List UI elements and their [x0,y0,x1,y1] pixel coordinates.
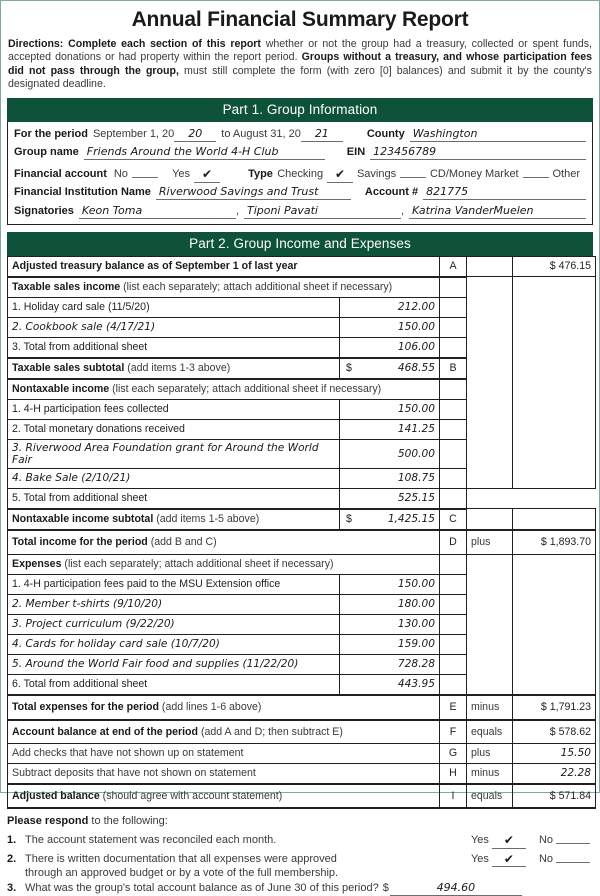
total-expenses-operator: minus [467,695,513,720]
total-expenses-bold: Total expenses for the period [12,701,159,714]
nontaxable-subtotal-op-spacer [467,509,513,530]
nontaxable-subtotal-bold: Nontaxable income subtotal [12,513,154,526]
respond-header-bold: Please respond [7,814,89,827]
question-3-number: 3. [7,881,17,894]
expense-item-5-letter [440,654,467,674]
table-row-total-income [8,530,596,555]
expense-item-2-desc[interactable]: 2. Member t-shirts (9/10/20) [8,594,340,614]
ein-field[interactable]: 123456789 [370,144,586,160]
expense-item-1-amount[interactable]: 150.00 [340,574,440,594]
total-expenses-desc [8,695,440,720]
taxable-header-rest: (list each separately; attach additional sheet if necessary) [120,281,393,294]
taxable-subtotal-bold: Taxable sales subtotal [12,362,125,375]
expense-item-6-letter [440,674,467,695]
nontaxable-item-5-amount[interactable]: 525.15 [340,488,440,509]
question-1-text: The account statement was reconciled each month. [25,834,277,847]
signatory-field-3[interactable]: Katrina VanderMuelen [409,203,586,219]
nontaxable-item-1-desc: 1. 4-H participation fees collected [8,399,340,419]
expense-item-4-amount[interactable]: 159.00 [340,634,440,654]
period-start-year-field[interactable]: 20 [174,126,216,142]
respond-question-2 [7,848,593,867]
nontaxable-subtotal-desc [8,509,340,530]
signatories-label: Signatories [14,204,74,217]
adjusted-balance-letter: I [440,784,467,808]
total-income-rest: (add B and C) [147,536,217,549]
question-1-no-label: No [538,834,553,847]
total-income-desc [8,530,440,555]
taxable-item-2-letter [440,317,467,337]
type-option-other-label: Other [552,167,581,180]
type-option-checking-label: Checking [277,167,324,180]
financial-account-no-checkbox[interactable] [132,164,158,178]
table-row-expenses-header [8,554,596,574]
nontaxable-item-4-amount[interactable]: 108.75 [340,468,440,488]
taxable-item-2-amount[interactable]: 150.00 [340,317,440,337]
financial-account-yes-label: Yes [172,167,191,180]
nontaxable-subtotal-rest: (add items 1-5 above) [153,513,260,526]
total-expenses-rest: (add lines 1-6 above) [158,701,262,714]
opening-balance-operator [467,256,513,277]
expense-item-1-letter [440,574,467,594]
expense-item-4-desc[interactable]: 4. Cards for holiday card sale (10/7/20) [8,634,340,654]
directions-paragraph [8,38,592,92]
question-2-answers [471,848,593,867]
taxable-subtotal-amount-cell[interactable] [340,358,440,379]
taxable-header-cell [8,277,440,298]
taxable-subtotal-amount: 468.55 [397,362,435,375]
financial-account-row [14,163,586,182]
adjusted-balance-rest: (should agree with account statement) [99,789,283,802]
total-income-operator: plus [467,530,513,555]
nontaxable-item-2-desc: 2. Total monetary donations received [8,419,340,439]
taxable-header-letter [440,277,467,298]
spacer-total-upper [513,277,596,489]
nontaxable-subtotal-letter: C [440,509,467,530]
part1-body [7,122,593,225]
part2-header: Part 2. Group Income and Expenses [7,232,593,256]
expenses-header-letter [440,554,467,574]
question-1-yes-label: Yes [470,834,489,847]
adjusted-balance-bold: Adjusted balance [12,789,100,802]
part1-header: Part 1. Group Information [7,98,593,122]
type-option-cd-label: CD/Money Market [429,167,519,180]
subtract-deposits-letter: H [440,763,467,784]
adjusted-balance-operator: equals [467,784,513,808]
nontaxable-item-5-desc: 5. Total from additional sheet [8,488,340,509]
end-balance-bold: Account balance at end of the period [12,725,199,738]
total-expenses-letter: E [440,695,467,720]
add-checks-desc: Add checks that have not shown up on statement [8,743,440,763]
nontaxable-header-bold: Nontaxable income [12,383,110,396]
nontaxable-subtotal-amount-cell[interactable] [340,509,440,530]
total-expenses-total[interactable]: $ 1,791.23 [513,695,596,720]
nontaxable-item-3-desc[interactable]: 3. Riverwood Area Foundation grant for Around the World Fair [8,439,340,468]
nontaxable-subtotal-total-spacer [513,509,596,530]
account-type-label: Type [248,167,273,180]
add-checks-total[interactable]: 15.50 [513,743,596,763]
nontaxable-header-letter [440,379,467,400]
income-expense-table [7,256,596,809]
respond-question-2-line2 [7,866,593,881]
taxable-subtotal-letter: B [440,358,467,379]
signatory-field-2[interactable]: Tiponi Pavati [244,203,401,219]
page-title: Annual Financial Summary Report [131,8,469,31]
end-balance-total[interactable]: $ 578.62 [513,720,596,744]
signatories-row: Signatories Keon Toma , Tiponi Pavati , Katrina VanderMuelen [14,203,586,219]
expense-item-2-letter [440,594,467,614]
add-checks-letter: G [440,743,467,763]
expense-item-3-desc[interactable]: 3. Project curriculum (9/22/20) [8,614,340,634]
total-income-letter: D [440,530,467,555]
total-income-total[interactable]: $ 1,893.70 [513,530,596,555]
spacer-total-lower [513,554,596,695]
respond-header [7,814,593,829]
nontaxable-item-3-letter [440,439,467,468]
nontaxable-subtotal-amount: 1,425.15 [387,513,435,526]
expense-item-3-amount[interactable]: 130.00 [340,614,440,634]
expenses-header-bold: Expenses [12,558,62,571]
question-1-answers [471,829,593,848]
question-1-number: 1. [7,834,17,847]
taxable-subtotal-desc [8,358,340,379]
period-label: For the period [14,127,88,140]
type-option-cd-checkbox[interactable] [523,164,549,178]
table-row-nontaxable-subtotal [8,509,596,530]
expense-item-6-desc: 6. Total from additional sheet [8,674,340,695]
type-option-savings-checkbox[interactable] [400,164,426,178]
nontaxable-item-3-amount[interactable]: 500.00 [340,439,440,468]
period-start-text: September 1, 20 [92,127,175,140]
question-3-answer-field[interactable]: 494.60 [390,881,522,896]
expense-item-3-letter [440,614,467,634]
total-income-bold: Total income for the period [12,536,148,549]
expenses-header-rest: (list each separately; attach additional sheet if necessary) [61,558,334,571]
question-3-text: What was the group's total account balance as of June 30 of this period? [25,881,379,894]
group-name-label: Group name [14,146,79,159]
ein-label: EIN [346,146,366,159]
directions-mid: whether or not the group had a treasury, collected or spent funds, accepted donations or had property within the report period. [8,38,592,64]
directions-tail: must still complete the form (with zero [0] balances) and submit it by the county's designated deadline. [8,64,592,91]
expense-item-5-desc[interactable]: 5. Around the World Fair food and supplies (11/22/20) [8,654,340,674]
respond-question-3 [7,881,593,896]
question-2-yes-label: Yes [470,852,489,865]
taxable-item-3-desc: 3. Total from additional sheet [8,337,340,358]
end-balance-operator: equals [467,720,513,744]
nontaxable-header-rest: (list each separately; attach additional sheet if necessary) [109,383,382,396]
table-row-end-balance [8,720,596,744]
period-end-year-field[interactable]: 21 [301,126,343,142]
table-row [8,488,596,509]
taxable-item-1-desc: 1. Holiday card sale (11/5/20) [8,297,340,317]
respond-question-1 [7,829,593,848]
expense-item-5-amount[interactable]: 728.28 [340,654,440,674]
question-1-no-checkbox[interactable] [556,830,590,844]
adjusted-balance-total[interactable]: $ 571.84 [513,784,596,808]
nontaxable-item-4-desc[interactable]: 4. Bake Sale (2/10/21) [8,468,340,488]
account-number-field[interactable]: 821775 [423,184,586,200]
respond-header-rest: to the following: [88,814,168,827]
taxable-item-3-amount[interactable]: 106.00 [340,337,440,358]
taxable-subtotal-dollar: $ [346,362,352,375]
taxable-header-bold: Taxable sales income [12,281,121,294]
end-balance-desc [8,720,440,744]
end-balance-letter: F [440,720,467,744]
financial-account-label: Financial account [14,167,107,180]
taxable-item-3-letter [440,337,467,358]
question-3-dollar-sign: $ [382,881,389,894]
end-balance-rest: (add A and D; then subtract E) [198,725,343,738]
question-2-number: 2. [7,852,17,865]
group-name-field[interactable]: Friends Around the World 4-H Club [84,144,325,160]
nontaxable-item-2-amount[interactable]: 141.25 [340,419,440,439]
question-2-yes-checkbox[interactable]: ✔ [492,852,526,868]
type-option-checking-checkbox[interactable]: ✔ [327,167,353,183]
period-row [14,126,586,142]
expense-item-2-amount[interactable]: 180.00 [340,594,440,614]
financial-account-no-label: No [113,167,128,180]
subtract-deposits-total[interactable]: 22.28 [513,763,596,784]
institution-field[interactable]: Riverwood Savings and Trust [156,184,351,200]
taxable-item-2-desc[interactable]: 2. Cookbook sale (4/17/21) [8,317,340,337]
expenses-header-cell [8,554,440,574]
subtract-deposits-desc: Subtract deposits that have not shown on statement [8,763,440,784]
spacer-op-lower [467,554,513,695]
institution-label: Financial Institution Name [14,186,151,199]
question-2-line2-text: through an approved budget or by a vote of the full membership. [25,867,339,880]
account-number-label: Account # [364,186,419,199]
taxable-subtotal-rest: (add items 1-3 above) [124,362,231,375]
question-2-no-label: No [538,852,553,865]
table-row-adjusted-balance [8,784,596,808]
table-row-total-expenses [8,695,596,720]
taxable-item-1-amount[interactable]: 212.00 [340,297,440,317]
nontaxable-subtotal-dollar: $ [346,513,352,526]
taxable-item-1-letter [440,297,467,317]
nontaxable-header-cell [8,379,440,400]
adjusted-balance-desc [8,784,440,808]
nontaxable-item-4-letter [440,468,467,488]
directions-lead: Directions: Complete each section of this report [8,38,261,50]
county-field[interactable]: Washington [410,126,586,142]
question-1-yes-checkbox[interactable]: ✔ [492,833,526,849]
expense-item-6-amount[interactable]: 443.95 [340,674,440,695]
add-checks-operator: plus [467,743,513,763]
opening-balance-desc: Adjusted treasury balance as of September 1 of last year [8,256,440,277]
opening-balance-letter: A [440,256,467,277]
table-row-opening-balance [8,256,596,277]
type-option-savings-label: Savings [356,167,397,180]
financial-account-yes-checkbox[interactable]: ✔ [194,167,220,183]
county-label: County [366,127,405,140]
table-row-subtract-deposits [8,763,596,784]
nontaxable-item-1-amount[interactable]: 150.00 [340,399,440,419]
question-2-no-checkbox[interactable] [556,849,590,863]
expense-item-4-letter [440,634,467,654]
nontaxable-item-2-letter [440,419,467,439]
table-row-add-checks [8,743,596,763]
nontaxable-item-1-letter [440,399,467,419]
period-to-text: to August 31, 20 [221,127,301,140]
institution-row [14,184,586,200]
table-row-taxable-header [8,277,596,298]
spacer-op-upper [467,277,513,489]
subtract-deposits-operator: minus [467,763,513,784]
opening-balance-total[interactable]: $ 476.15 [513,256,596,277]
directions-bold2: Groups without a treasury, and whose participation fees did not pass through the group, [8,51,593,77]
group-name-row [14,144,586,160]
respond-section [7,814,593,896]
nontaxable-item-5-letter [440,488,467,509]
question-2-text: There is written documentation that all expenses were approved [25,852,337,865]
expense-item-1-desc: 1. 4-H participation fees paid to the MSU Extension office [8,574,340,594]
signatory-field-1[interactable]: Keon Toma [79,203,236,219]
